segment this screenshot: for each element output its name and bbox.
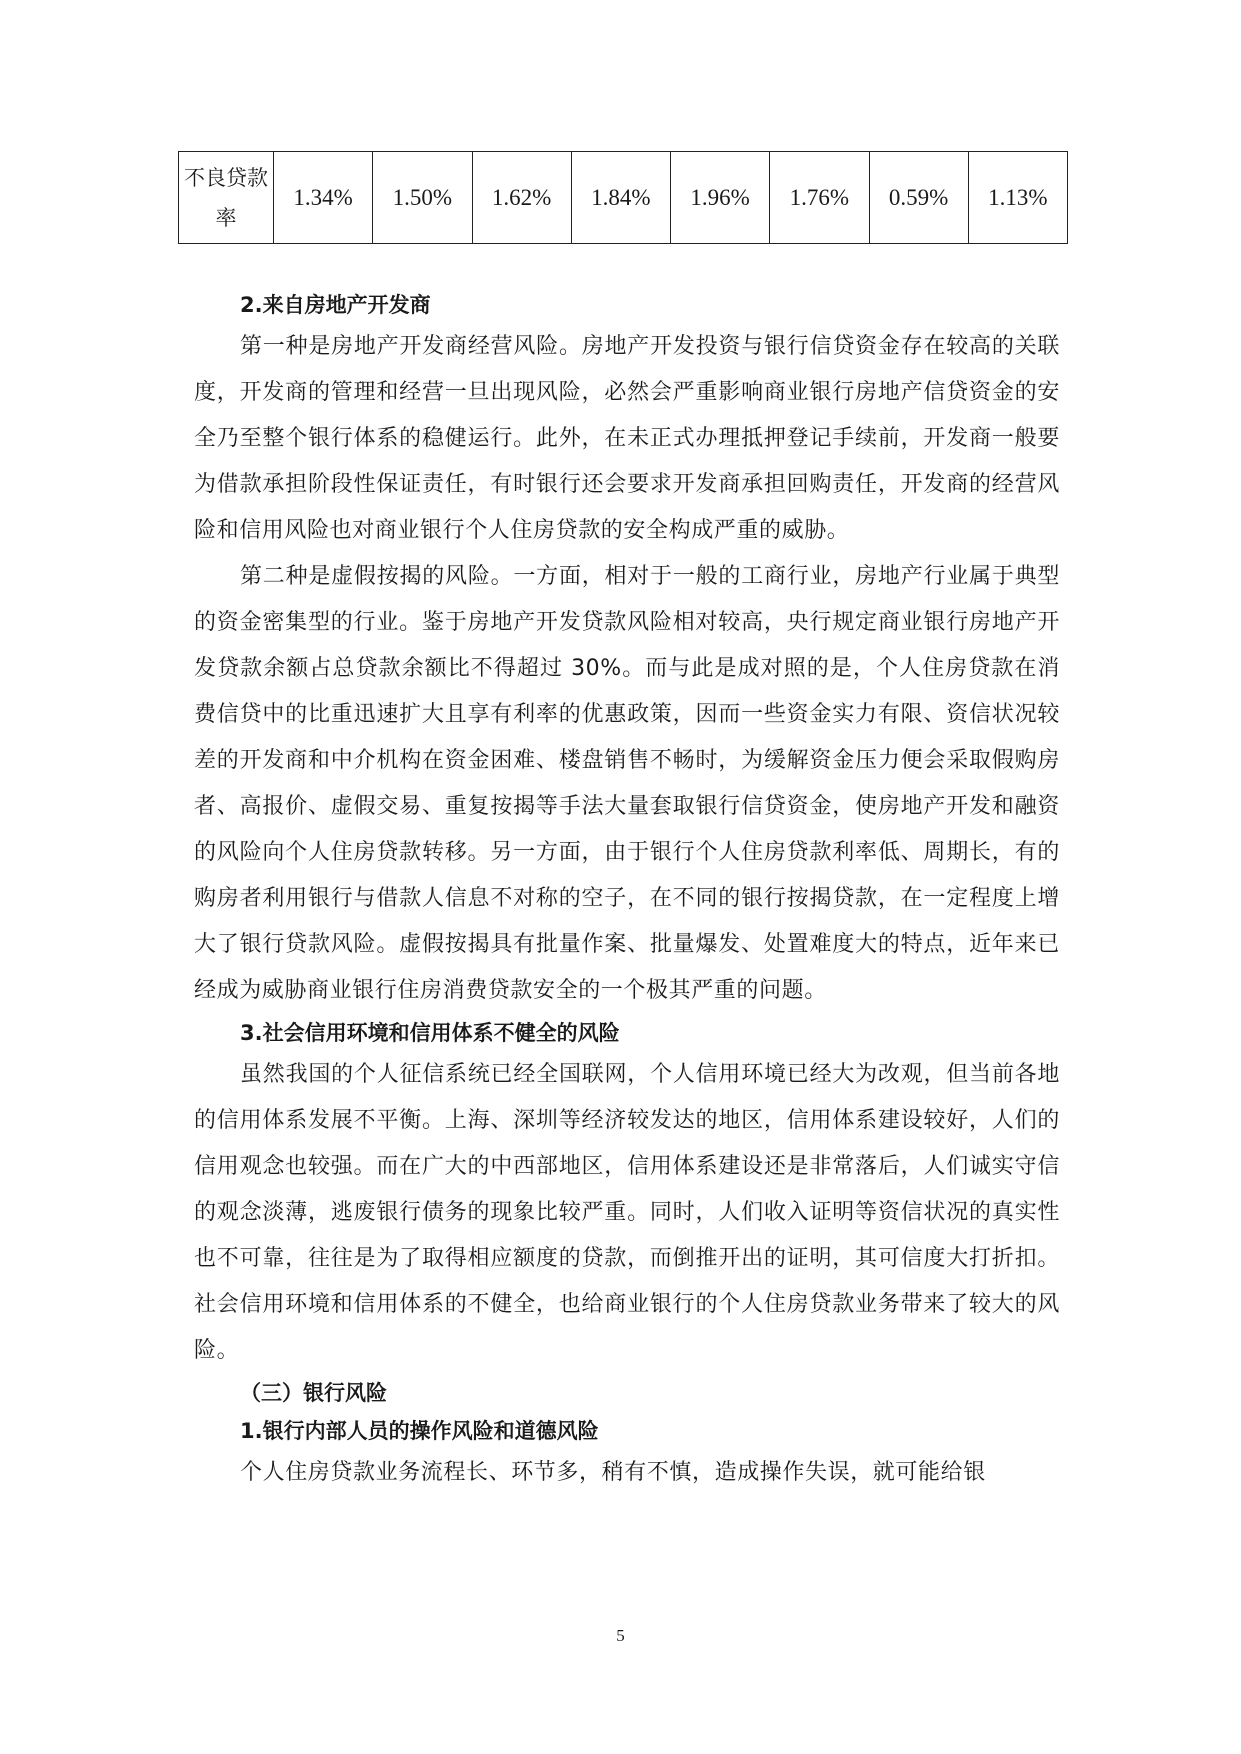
table-cell: 1.50% <box>373 152 472 244</box>
table-row <box>179 152 1068 244</box>
section-heading: （三）银行风险 <box>240 1381 387 1405</box>
row-header-cell: 不良贷款率 <box>179 152 274 244</box>
table-cell: 1.76% <box>770 152 869 244</box>
paragraph: 第二种是虚假按揭的风险。一方面，相对于一般的工商行业，房地产行业属于典型的资金密集型的行业。鉴于房地产开发贷款风险相对较高，央行规定商业银行房地产开发贷款余额占总贷款余额比不得超过 30%。而与此是成对照的是，个人住房贷款在消费信贷中的比重迅速扩大且享有利率的优惠政策，因而一些资金实力有限、资信状况较差的开发商和中介机构在资金困难、楼盘销售不畅时，为缓解资金压力便会采取假购房者、高报价、虚假交易、重复按揭等手法大量套取银行信贷资金，使房地产开发和融资的风险向个人住房贷款转移。另一方面，由于银行个人住房贷款利率低、周期长，有的购房者利用银行与借款人信息不对称的空子，在不同的银行按揭贷款，在一定程度上增大了银行贷款风险。虚假按揭具有批量作案、批量爆发、处置难度大的特点，近年来已经成为威胁商业银行住房消费贷款安全的一个极其严重的问题。 <box>194 564 1060 1003</box>
paragraph: 第一种是房地产开发商经营风险。房地产开发投资与银行信贷资金存在较高的关联度，开发商的管理和经营一旦出现风险，必然会严重影响商业银行房地产信贷资金的安全乃至整个银行体系的稳健运行。此外，在未正式办理抵押登记手续前，开发商一般要为借款承担阶段性保证责任，有时银行还会要求开发商承担回购责任，开发商的经营风险和信用风险也对商业银行个人住房贷款的安全构成严重的威胁。 <box>194 334 1060 543</box>
section-heading: 3.社会信用环境和信用体系不健全的风险 <box>240 1021 620 1045</box>
table-cell: 1.96% <box>671 152 770 244</box>
table-cell: 1.62% <box>472 152 571 244</box>
page-number: 5 <box>616 1626 625 1645</box>
npl-ratio-table <box>178 151 1068 244</box>
paragraph: 个人住房贷款业务流程长、环节多，稍有不慎，造成操作失误，就可能给银 <box>240 1460 986 1485</box>
table-cell: 1.84% <box>571 152 670 244</box>
section-heading: 1.银行内部人员的操作风险和道德风险 <box>240 1419 599 1443</box>
body-content <box>194 286 1060 1496</box>
table-cell: 1.13% <box>968 152 1067 244</box>
table-cell: 1.34% <box>274 152 373 244</box>
section-heading: 2.来自房地产开发商 <box>240 293 431 317</box>
table-cell: 0.59% <box>869 152 968 244</box>
paragraph: 虽然我国的个人征信系统已经全国联网，个人信用环境已经大为改观，但当前各地的信用体系发展不平衡。上海、深圳等经济较发达的地区，信用体系建设较好，人们的信用观念也较强。而在广大的中西部地区，信用体系建设还是非常落后，人们诚实守信的观念淡薄，逃废银行债务的现象比较严重。同时，人们收入证明等资信状况的真实性也不可靠，往往是为了取得相应额度的贷款，而倒推开出的证明，其可信度大打折扣。社会信用环境和信用体系的不健全，也给商业银行的个人住房贷款业务带来了较大的风险。 <box>194 1062 1060 1363</box>
